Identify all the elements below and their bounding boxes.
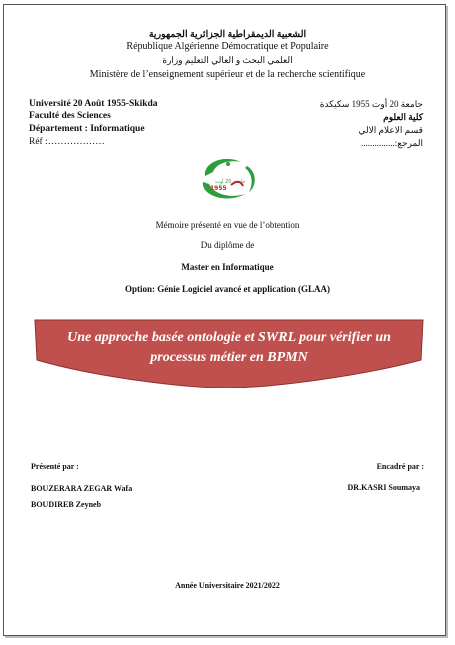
university-ar: جامعة 20 أوت 1955 سكيكدة: [319, 99, 423, 109]
thesis-title-line-1: Une approche basée ontologie et SWRL pour vérifier un: [67, 330, 391, 345]
faculty-ar: كلية العلوم: [383, 112, 423, 122]
svg-text:جامعة 20 أوت: جامعة 20 أوت: [215, 179, 246, 185]
presented-label: Présenté par :: [31, 462, 79, 471]
thesis-title-line-2: processus métier en BPMN: [150, 350, 308, 365]
memoire-line-3: Master en Informatique: [181, 262, 274, 272]
header-french-republic: République Algérienne Démocratique et Populaire: [126, 41, 329, 52]
university-fr: Université 20 Août 1955-Skikda: [29, 99, 158, 109]
thesis-title: [31, 328, 427, 368]
memoire-option: Option: Génie Logiciel avancé et application (GLAA): [125, 284, 330, 294]
faculty-fr: Faculté des Sciences: [29, 111, 111, 121]
supervised-label: Encadré par :: [376, 462, 424, 471]
memoire-line-1: Mémoire présenté en vue de l’obtention: [155, 220, 300, 230]
academic-year: Année Universitaire 2021/2022: [175, 581, 280, 590]
header-arabic-ministry: العلمي البحث و العالي التعليم وزارة: [162, 55, 293, 65]
department-fr: Département : Informatique: [29, 124, 145, 134]
student-1: BOUZERARA ZEGAR Wafa: [31, 484, 133, 493]
department-ar: قسم الاعلام الالي: [358, 125, 423, 135]
memoire-line-2: Du diplôme de: [200, 240, 255, 250]
ref-fr: Réf :………………: [29, 137, 105, 147]
ref-ar: المرجع:...............: [360, 138, 423, 148]
university-logo: [195, 156, 261, 202]
header-arabic-republic: الشعبية الديمقراطية الجزائرية الجمهورية: [148, 30, 307, 40]
header-french-ministry: Ministère de l’enseignement supérieur et de la recherche scientifique: [89, 69, 366, 80]
supervisor-name: DR.KASRI Soumaya: [347, 483, 420, 492]
student-2: BOUDIREB Zeyneb: [31, 500, 102, 509]
svg-text:1955: 1955: [210, 185, 227, 192]
